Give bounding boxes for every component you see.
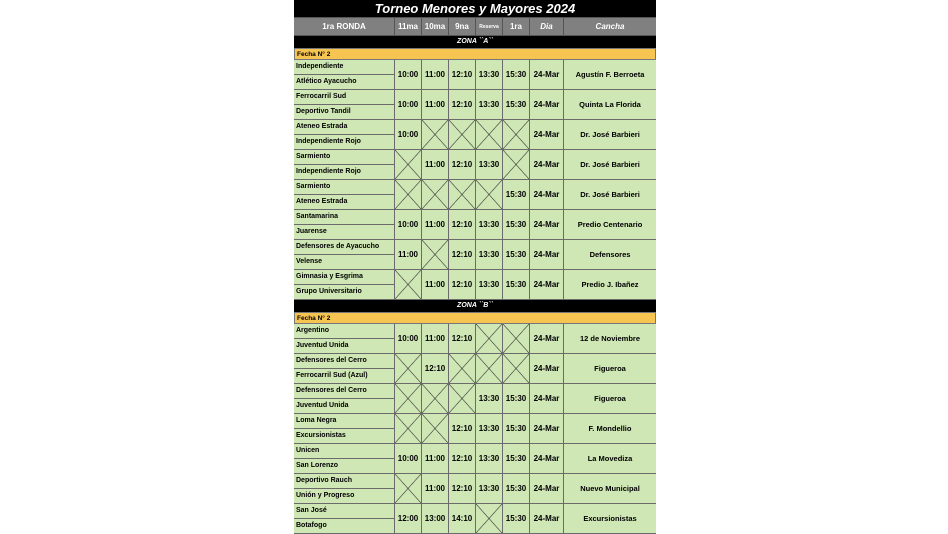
match-row [294, 474, 656, 504]
away-team: Ateneo Estrada [296, 198, 348, 205]
time-cell: 13:30 [476, 90, 503, 119]
time-cell: 12:00 [395, 504, 422, 533]
field-cell: Defensores [589, 250, 631, 259]
zone-label: ZONA ``B`` [294, 300, 656, 312]
crossed-cell [503, 120, 530, 149]
match-teams [294, 150, 395, 179]
time-cell: 12:10 [449, 60, 476, 89]
time-cell: 12:10 [449, 150, 476, 179]
time-cell: 15:30 [503, 474, 530, 503]
field-cell: Figueroa [594, 364, 626, 373]
crossed-cell [503, 150, 530, 179]
time-cell: 15:30 [503, 414, 530, 443]
match-row [294, 324, 656, 354]
crossed-cell [422, 414, 449, 443]
time-cell: 13:30 [476, 444, 503, 473]
time-cell: 13:30 [476, 270, 503, 299]
crossed-cell [449, 180, 476, 209]
match-row [294, 210, 656, 240]
match-row [294, 120, 656, 150]
away-team: Juventud Unida [296, 342, 349, 349]
day-cell: 24-Mar [530, 444, 564, 473]
field-cell: Agustín F. Berroeta [575, 70, 645, 79]
match-teams [294, 414, 395, 443]
time-cell: 13:30 [476, 150, 503, 179]
time-cell: 15:30 [503, 504, 530, 533]
day-cell: 24-Mar [530, 414, 564, 443]
day-cell: 24-Mar [530, 354, 564, 383]
away-team: Velense [296, 258, 323, 265]
header-reserva: Reserva [476, 18, 503, 35]
field-cell: Predio Centenario [577, 220, 643, 229]
match-teams [294, 120, 395, 149]
header-cancha: Cancha [595, 22, 625, 31]
time-cell: 13:00 [422, 504, 449, 533]
header-dia: Dia [530, 18, 564, 35]
time-cell: 13:30 [476, 240, 503, 269]
crossed-cell [449, 354, 476, 383]
match-row [294, 354, 656, 384]
field-cell: Dr. José Barbieri [580, 190, 640, 199]
time-cell: 12:10 [449, 414, 476, 443]
time-cell: 11:00 [422, 210, 449, 239]
home-team: Deportivo Rauch [294, 474, 394, 489]
time-cell: 15:30 [503, 240, 530, 269]
match-teams [294, 270, 395, 299]
away-team: Deportivo Tandil [296, 108, 351, 115]
match-row [294, 384, 656, 414]
time-cell: 12:10 [449, 270, 476, 299]
time-cell: 11:00 [422, 150, 449, 179]
match-row [294, 150, 656, 180]
day-cell: 24-Mar [530, 120, 564, 149]
home-team: Loma Negra [294, 414, 394, 429]
match-teams [294, 504, 395, 533]
crossed-cell [476, 180, 503, 209]
away-team: Juventud Unida [296, 402, 349, 409]
crossed-cell [422, 120, 449, 149]
crossed-cell [422, 240, 449, 269]
time-cell: 13:30 [476, 414, 503, 443]
home-team: Sarmiento [294, 150, 394, 165]
match-teams [294, 384, 395, 413]
match-row [294, 414, 656, 444]
match-row [294, 240, 656, 270]
time-cell: 10:00 [395, 324, 422, 353]
field-cell: Dr. José Barbieri [580, 160, 640, 169]
away-team: Botafogo [296, 522, 327, 529]
match-teams [294, 444, 395, 473]
crossed-cell [395, 474, 422, 503]
day-cell: 24-Mar [530, 210, 564, 239]
match-row [294, 504, 656, 534]
field-cell: 12 de Noviembre [579, 334, 641, 343]
match-row [294, 270, 656, 300]
crossed-cell [476, 354, 503, 383]
match-teams [294, 474, 395, 503]
day-cell: 24-Mar [530, 474, 564, 503]
field-cell: Excursionistas [583, 514, 637, 523]
time-cell: 10:00 [395, 60, 422, 89]
time-cell: 15:30 [503, 444, 530, 473]
match-row [294, 444, 656, 474]
crossed-cell [476, 504, 503, 533]
home-team: Unicen [294, 444, 394, 459]
time-cell: 11:00 [422, 90, 449, 119]
time-cell: 15:30 [503, 384, 530, 413]
day-cell: 24-Mar [530, 504, 564, 533]
crossed-cell [449, 384, 476, 413]
home-team: Ateneo Estrada [294, 120, 394, 135]
field-cell: La Movediza [587, 454, 633, 463]
time-cell: 15:30 [503, 270, 530, 299]
crossed-cell [395, 270, 422, 299]
home-team: Defensores de Ayacucho [294, 240, 394, 255]
day-cell: 24-Mar [530, 324, 564, 353]
day-cell: 24-Mar [530, 60, 564, 89]
crossed-cell [449, 120, 476, 149]
crossed-cell [395, 354, 422, 383]
header-10ma: 10ma [422, 18, 449, 35]
field-cell: F. Mondellio [588, 424, 632, 433]
home-team: Ferrocarril Sud [294, 90, 394, 105]
crossed-cell [395, 384, 422, 413]
crossed-cell [503, 324, 530, 353]
away-team: Juarense [296, 228, 327, 235]
crossed-cell [503, 354, 530, 383]
time-cell: 11:00 [422, 474, 449, 503]
away-team: Unión y Progreso [296, 492, 355, 499]
home-team: Santamarina [294, 210, 394, 225]
header-11ma: 11ma [395, 18, 422, 35]
time-cell: 12:10 [449, 210, 476, 239]
away-team: Atlético Ayacucho [296, 78, 357, 85]
sheet-title: Torneo Menores y Mayores 2024 [294, 0, 656, 17]
match-teams [294, 180, 395, 209]
match-teams [294, 354, 395, 383]
fixture-sheet [294, 0, 656, 533]
time-cell: 15:30 [503, 60, 530, 89]
match-teams [294, 324, 395, 353]
header-row [294, 17, 656, 36]
away-team: Grupo Universitario [296, 288, 362, 295]
zone-label: ZONA ``A`` [294, 36, 656, 48]
home-team: Sarmiento [294, 180, 394, 195]
time-cell: 10:00 [395, 90, 422, 119]
time-cell: 11:00 [395, 240, 422, 269]
match-row [294, 180, 656, 210]
crossed-cell [395, 414, 422, 443]
crossed-cell [395, 150, 422, 179]
time-cell: 10:00 [395, 210, 422, 239]
field-cell: Predio J. Ibañez [581, 280, 639, 289]
crossed-cell [476, 120, 503, 149]
field-cell: Nuevo Municipal [580, 484, 640, 493]
fecha-label: Fecha N° 2 [294, 312, 656, 324]
crossed-cell [422, 180, 449, 209]
time-cell: 11:00 [422, 60, 449, 89]
home-team: Defensores del Cerro [294, 354, 394, 369]
match-row [294, 60, 656, 90]
field-cell: Dr. José Barbieri [580, 130, 640, 139]
fecha-label: Fecha N° 2 [294, 48, 656, 60]
time-cell: 15:30 [503, 210, 530, 239]
header-round: 1ra RONDA [294, 18, 395, 35]
time-cell: 12:10 [449, 474, 476, 503]
away-team: Ferrocarril Sud (Azul) [296, 372, 368, 379]
zones-container [294, 36, 656, 534]
time-cell: 13:30 [476, 474, 503, 503]
home-team: Argentino [294, 324, 394, 339]
day-cell: 24-Mar [530, 270, 564, 299]
match-teams [294, 240, 395, 269]
home-team: Gimnasia y Esgrima [294, 270, 394, 285]
time-cell: 15:30 [503, 180, 530, 209]
time-cell: 11:00 [422, 324, 449, 353]
match-teams [294, 90, 395, 119]
time-cell: 13:30 [476, 210, 503, 239]
time-cell: 10:00 [395, 444, 422, 473]
time-cell: 10:00 [395, 120, 422, 149]
match-teams [294, 60, 395, 89]
away-team: San Lorenzo [296, 462, 339, 469]
time-cell: 13:30 [476, 384, 503, 413]
crossed-cell [395, 180, 422, 209]
day-cell: 24-Mar [530, 90, 564, 119]
match-row [294, 90, 656, 120]
time-cell: 14:10 [449, 504, 476, 533]
home-team: Independiente [294, 60, 394, 75]
time-cell: 12:10 [449, 90, 476, 119]
match-teams [294, 210, 395, 239]
time-cell: 12:10 [422, 354, 449, 383]
day-cell: 24-Mar [530, 150, 564, 179]
time-cell: 12:10 [449, 444, 476, 473]
time-cell: 15:30 [503, 90, 530, 119]
home-team: San José [294, 504, 394, 519]
day-cell: 24-Mar [530, 240, 564, 269]
header-1ra: 1ra [503, 18, 530, 35]
away-team: Independiente Rojo [296, 168, 361, 175]
time-cell: 13:30 [476, 60, 503, 89]
field-cell: Quinta La Florida [579, 100, 641, 109]
day-cell: 24-Mar [530, 180, 564, 209]
away-team: Excursionistas [296, 432, 346, 439]
home-team: Defensores del Cerro [294, 384, 394, 399]
crossed-cell [422, 384, 449, 413]
field-cell: Figueroa [594, 394, 626, 403]
time-cell: 12:10 [449, 240, 476, 269]
away-team: Independiente Rojo [296, 138, 361, 145]
time-cell: 11:00 [422, 270, 449, 299]
time-cell: 12:10 [449, 324, 476, 353]
time-cell: 11:00 [422, 444, 449, 473]
day-cell: 24-Mar [530, 384, 564, 413]
crossed-cell [476, 324, 503, 353]
header-9na: 9na [449, 18, 476, 35]
